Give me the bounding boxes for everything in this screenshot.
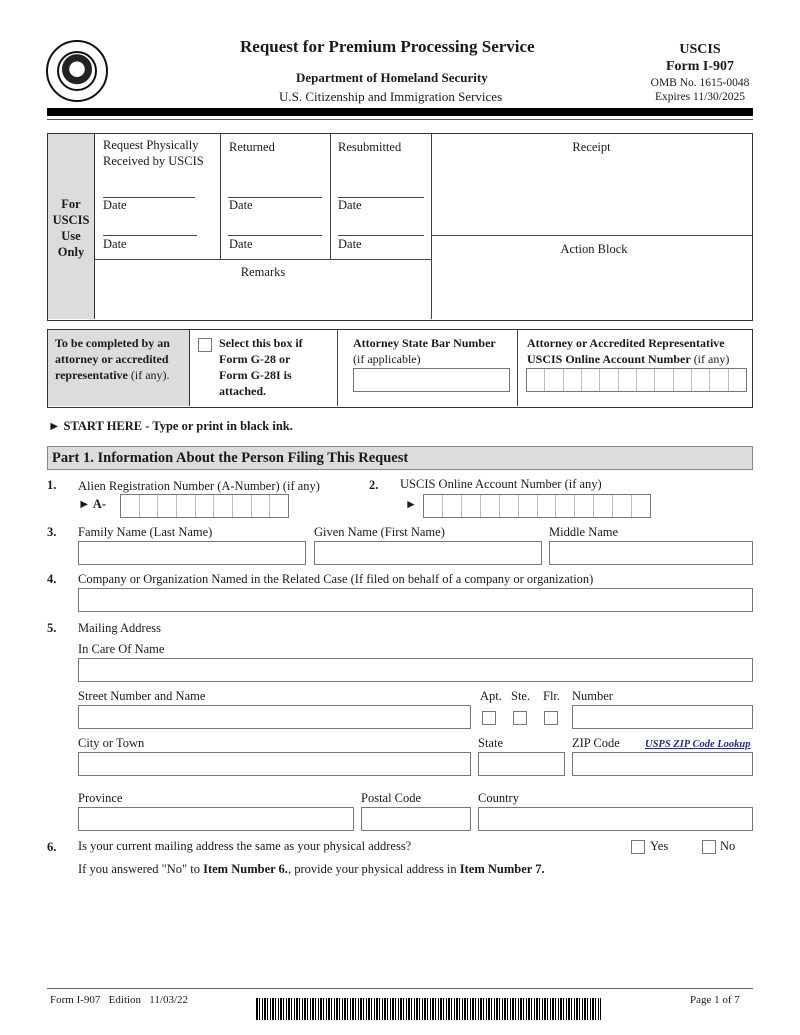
state-input[interactable] xyxy=(478,752,565,776)
middle-name-label: Middle Name xyxy=(549,525,619,539)
city-label: City or Town xyxy=(78,736,145,750)
attorney-intro-1: To be completed by an xyxy=(55,336,170,350)
acct-label-2: USCIS Online Account Number xyxy=(527,352,691,366)
g28-label-2: Form G-28 or xyxy=(219,352,291,366)
date-label: Date xyxy=(229,198,253,212)
g28-label-1: Select this box if xyxy=(219,336,303,350)
header-rule-thin xyxy=(47,119,753,120)
apt-checkbox[interactable] xyxy=(482,711,496,725)
divider xyxy=(220,134,221,259)
col-resubmitted: Resubmitted xyxy=(338,140,402,154)
date-line xyxy=(103,235,197,236)
family-name-label: Family Name (Last Name) xyxy=(78,525,213,539)
company-label: Company or Organization Named in the Related Case (If filed on behalf of a company or organization) xyxy=(78,572,594,586)
acct-label-1: Attorney or Accredited Representative xyxy=(527,336,725,350)
g28-label-4: attached. xyxy=(219,384,266,398)
date-line xyxy=(228,235,322,236)
col-request-received: Request Physically xyxy=(103,138,199,152)
same-address-question: Is your current mailing address the same as your physical address? xyxy=(78,839,412,853)
city-input[interactable] xyxy=(78,752,471,776)
a-number-label: Alien Registration Number (A-Number) (if any) xyxy=(78,479,320,493)
item-number: 4. xyxy=(47,572,57,586)
part1-heading: Part 1. Information About the Person Filing This Request xyxy=(52,450,409,466)
side-label: For xyxy=(61,197,81,211)
form-title: Request for Premium Processing Service xyxy=(240,37,535,56)
side-label: Use xyxy=(61,229,81,243)
note-text: If you answered "No" to xyxy=(78,862,204,876)
apt-label: Apt. xyxy=(480,689,502,703)
uscis-use-side xyxy=(48,134,95,319)
state-label: State xyxy=(478,736,503,750)
footer-edition: Form I-907 Edition 11/03/22 xyxy=(50,994,189,1006)
side-label: Only xyxy=(57,245,85,259)
attorney-section xyxy=(47,329,753,408)
unit-number-input[interactable] xyxy=(572,705,753,729)
flr-checkbox[interactable] xyxy=(544,711,558,725)
state-bar-number-input[interactable] xyxy=(353,368,510,392)
middle-name-input[interactable] xyxy=(549,541,753,565)
note-ref: Item Number 7. xyxy=(459,862,545,876)
eagle-icon xyxy=(57,51,97,91)
date-label: Date xyxy=(229,237,253,251)
country-input[interactable] xyxy=(478,807,753,831)
postal-code-input[interactable] xyxy=(361,807,471,831)
street-input[interactable] xyxy=(78,705,471,729)
care-of-input[interactable] xyxy=(78,658,753,682)
acct-label-2b: (if any) xyxy=(690,352,730,366)
usps-zip-lookup-link[interactable]: USPS ZIP Code Lookup xyxy=(645,739,751,750)
divider xyxy=(431,134,432,319)
receipt-label: Receipt xyxy=(572,140,611,154)
yes-label: Yes xyxy=(650,839,669,853)
mailing-address-label: Mailing Address xyxy=(78,621,161,635)
g28-attached-checkbox[interactable] xyxy=(198,338,212,352)
attorney-online-account-input[interactable] xyxy=(526,368,747,392)
ste-checkbox[interactable] xyxy=(513,711,527,725)
zip-label: ZIP Code xyxy=(572,736,620,750)
date-label: Date xyxy=(338,237,362,251)
date-label: Date xyxy=(103,237,127,251)
a-number-input[interactable] xyxy=(120,494,289,518)
form-number: Form I-907 xyxy=(665,59,735,74)
item-number: 1. xyxy=(47,478,57,492)
a-number-prefix: ► A- xyxy=(78,497,106,511)
note-text: , provide your physical address in xyxy=(287,862,460,876)
divider xyxy=(330,134,331,259)
street-label: Street Number and Name xyxy=(78,689,206,703)
family-name-input[interactable] xyxy=(78,541,306,565)
item-number: 5. xyxy=(47,621,57,635)
divider xyxy=(95,259,431,260)
given-name-input[interactable] xyxy=(314,541,542,565)
uscis-use-only-box xyxy=(47,133,753,321)
dhs-seal-logo xyxy=(46,40,108,102)
same-address-yes-checkbox[interactable] xyxy=(631,840,645,854)
agency-name: U.S. Citizenship and Immigration Services xyxy=(279,89,503,104)
attorney-intro-3b: (if any). xyxy=(127,368,170,382)
postal-code-label: Postal Code xyxy=(361,791,422,805)
province-input[interactable] xyxy=(78,807,354,831)
divider xyxy=(517,330,518,406)
expiration-date: Expires 11/30/2025 xyxy=(655,91,745,103)
bar-number-sub: (if applicable) xyxy=(353,352,421,366)
online-account-label: USCIS Online Account Number (if any) xyxy=(400,477,602,491)
g28-label-3: Form G-28I is xyxy=(219,368,292,382)
col-returned: Returned xyxy=(229,140,275,154)
attorney-intro-2: attorney or accredited xyxy=(55,352,169,366)
flr-label: Flr. xyxy=(543,689,561,703)
care-of-label: In Care Of Name xyxy=(78,642,165,656)
remarks-label: Remarks xyxy=(240,265,286,279)
item-number: 6. xyxy=(47,840,57,854)
attorney-intro-cell xyxy=(48,330,190,406)
arrow-right-icon: ► xyxy=(405,497,417,511)
attorney-intro-3: representative xyxy=(55,368,128,382)
zip-input[interactable] xyxy=(572,752,753,776)
no-label: No xyxy=(720,839,736,853)
date-line xyxy=(338,235,424,236)
footer-rule xyxy=(47,988,753,989)
province-label: Province xyxy=(78,791,123,805)
part1-header xyxy=(47,446,753,470)
header-rule xyxy=(47,108,753,116)
page-number: Page 1 of 7 xyxy=(690,994,740,1006)
start-here-instruction: ► START HERE - Type or print in black ink. xyxy=(48,419,293,433)
agency-short: USCIS xyxy=(679,42,721,57)
date-label: Date xyxy=(338,198,362,212)
online-account-input[interactable] xyxy=(423,494,651,518)
bar-number-label: Attorney State Bar Number xyxy=(353,336,496,350)
date-label: Date xyxy=(103,198,127,212)
same-address-no-checkbox[interactable] xyxy=(702,840,716,854)
country-label: Country xyxy=(478,791,519,805)
action-block-label: Action Block xyxy=(560,242,628,256)
item-number: 2. xyxy=(369,478,379,492)
unit-number-label: Number xyxy=(572,689,613,703)
item6-note xyxy=(78,862,545,877)
company-input[interactable] xyxy=(78,588,753,612)
ste-label: Ste. xyxy=(511,689,531,703)
omb-number: OMB No. 1615-0048 xyxy=(650,77,750,89)
item-number: 3. xyxy=(47,525,57,539)
divider xyxy=(431,235,752,236)
col-request-received-2: Received by USCIS xyxy=(103,154,204,168)
barcode-icon xyxy=(256,998,601,1020)
given-name-label: Given Name (First Name) xyxy=(314,525,445,539)
divider xyxy=(337,330,338,406)
note-ref: Item Number 6. xyxy=(203,862,288,876)
side-label: USCIS xyxy=(52,213,90,227)
department-name: Department of Homeland Security xyxy=(296,70,488,85)
